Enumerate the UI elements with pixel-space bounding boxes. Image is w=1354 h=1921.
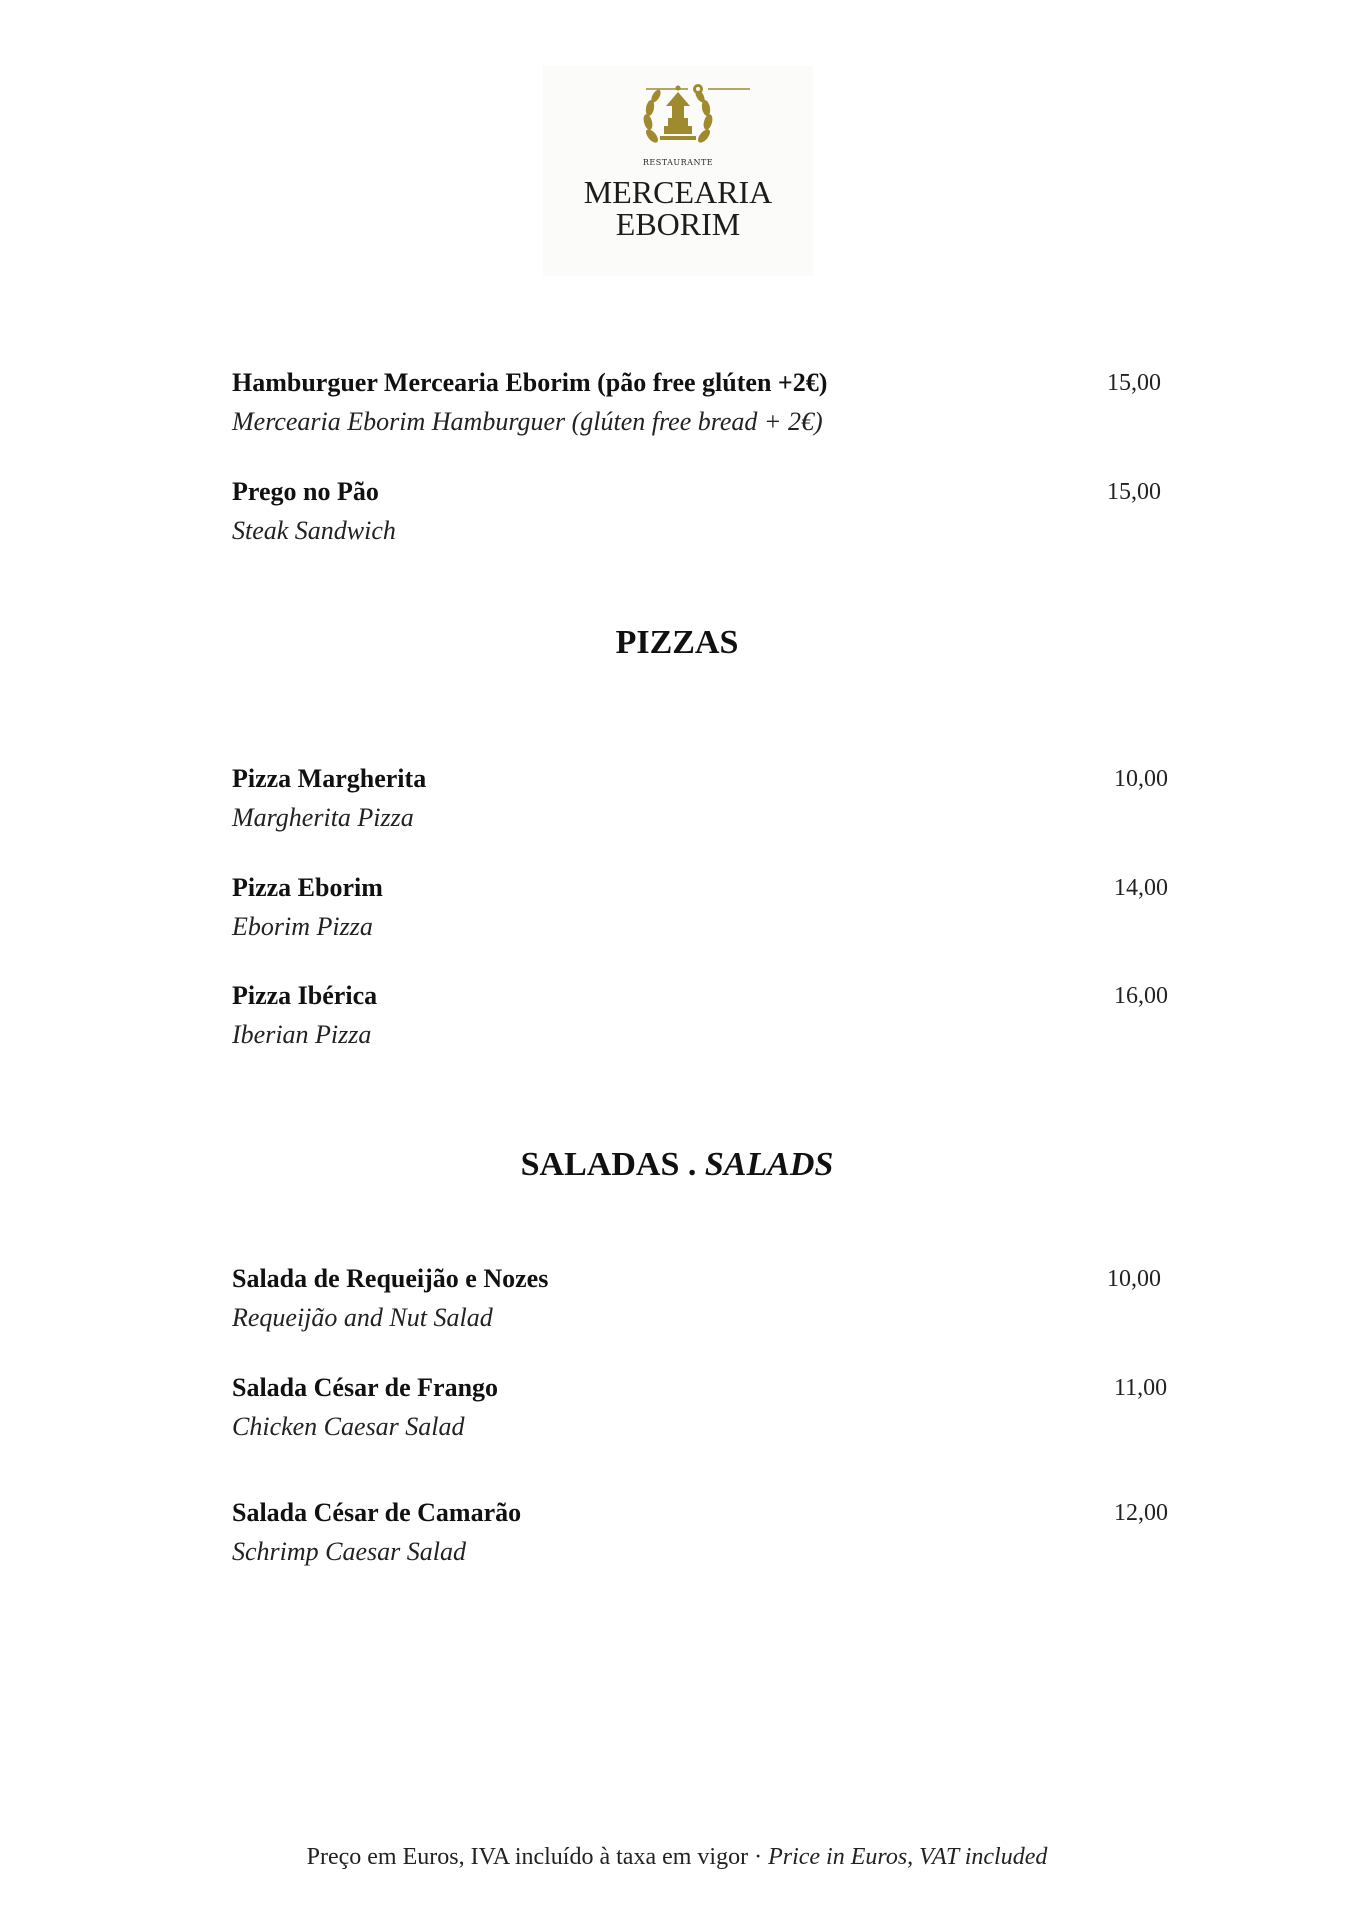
item-translation: Chicken Caesar Salad <box>232 1412 465 1441</box>
item-price: 11,00 <box>1114 1375 1168 1401</box>
item-name: Salada César de Frango <box>232 1373 499 1402</box>
logo-name-line2: EBORIM <box>615 206 741 242</box>
item-name: Salada de Requeijão e Nozes <box>232 1264 549 1293</box>
item-name: Pizza Eborim <box>232 873 383 902</box>
section-heading-pizzas <box>0 624 1354 662</box>
restaurant-logo <box>543 66 813 276</box>
logo-name-line1: MERCEARIA <box>583 174 773 210</box>
item-name: Salada César de Camarão <box>232 1498 522 1527</box>
section-title: PIZZAS <box>615 624 739 661</box>
item-translation: Requeijão and Nut Salad <box>232 1303 493 1332</box>
item-price: 16,00 <box>1114 983 1168 1009</box>
item-translation: Mercearia Eborim Hamburguer (glúten free bread + 2€) <box>232 407 823 436</box>
item-price: 10,00 <box>1114 766 1168 792</box>
menu-item <box>232 981 1172 1061</box>
menu-item <box>232 1373 1172 1453</box>
menu-item <box>232 1264 1172 1344</box>
logo-ornament-rule <box>638 82 758 96</box>
item-price: 15,00 <box>1107 370 1161 396</box>
menu-item <box>232 368 1172 448</box>
item-translation: Schrimp Caesar Salad <box>232 1537 466 1566</box>
item-translation: Iberian Pizza <box>232 1020 372 1049</box>
menu-item <box>232 873 1172 953</box>
menu-item <box>232 477 1172 557</box>
section-title-en: SALADS <box>704 1146 834 1183</box>
logo-restaurant-label: RESTAURANTE <box>642 158 714 167</box>
footnote-pt: Preço em Euros, IVA incluído à taxa em vigor · <box>306 1844 763 1870</box>
item-price: 10,00 <box>1107 1266 1161 1292</box>
menu-item <box>232 764 1172 844</box>
price-footnote <box>0 1844 1354 1871</box>
item-translation: Steak Sandwich <box>232 516 396 545</box>
item-price: 14,00 <box>1114 875 1168 901</box>
item-translation: Eborim Pizza <box>232 912 373 941</box>
item-translation: Margherita Pizza <box>232 803 414 832</box>
footnote-en: Price in Euros, VAT included <box>768 1844 1048 1870</box>
item-name: Pizza Margherita <box>232 764 427 793</box>
item-name: Hamburguer Mercearia Eborim (pão free glúten +2€) <box>232 368 828 397</box>
item-price: 12,00 <box>1114 1500 1168 1526</box>
menu-item <box>232 1498 1172 1578</box>
section-title-pt: SALADAS . <box>520 1146 697 1183</box>
section-heading-salads <box>0 1146 1354 1184</box>
item-price: 15,00 <box>1107 479 1161 505</box>
item-name: Prego no Pão <box>232 477 379 506</box>
item-name: Pizza Ibérica <box>232 981 378 1010</box>
